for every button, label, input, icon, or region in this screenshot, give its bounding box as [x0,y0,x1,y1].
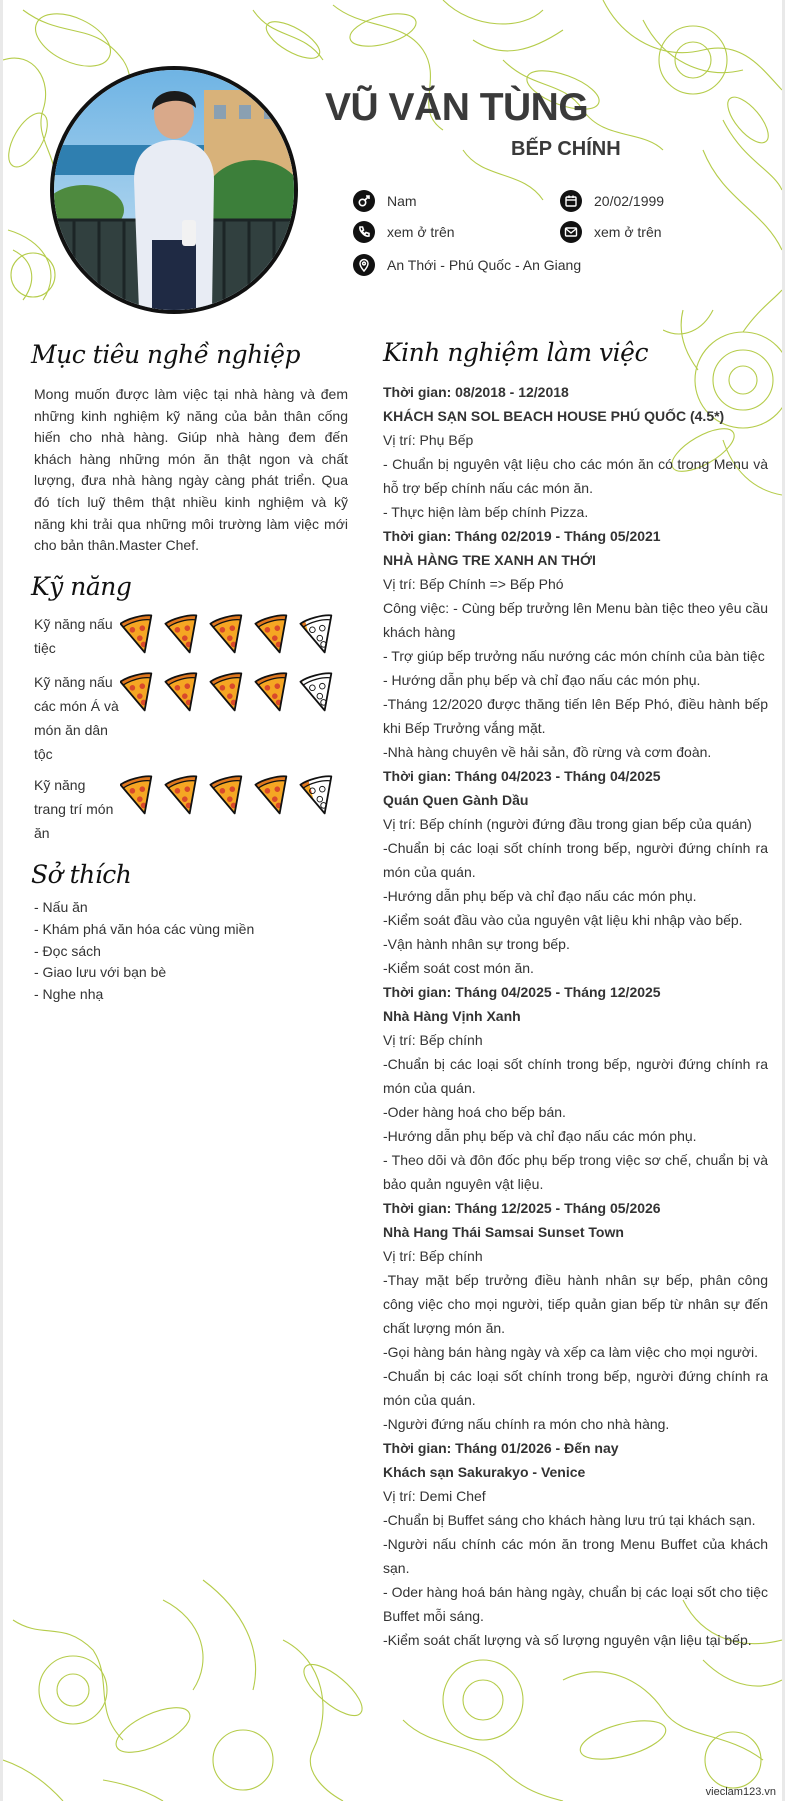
skill-row [34,670,339,765]
experience-period: Thời gian: Tháng 04/2025 - Tháng 12/2025 [383,984,661,1000]
skill-label: Kỹ năng nấu các món Á và món ăn dân tộc [34,674,119,762]
pizza-icon [120,613,160,656]
experience-period: Thời gian: Tháng 02/2019 - Tháng 05/2021 [383,528,661,544]
experience-line: -Thay mặt bếp trưởng điều hành nhân sự bếp, phân công công việc cho mọi người, tiếp quản gian bếp từ nhân sự đến chất lượng món ăn. [383,1272,768,1336]
experience-line: - Hướng dẫn phụ bếp và chỉ đạo nấu các món phụ. [383,672,701,688]
experience-line: -Người nấu chính các món ăn trong Menu Buffet của khách sạn. [383,1536,768,1576]
pizza-icon [255,671,295,714]
experience-line: -Chuẩn bị các loại sốt chính trong bếp, người đứng chính ra món của quán. [383,1368,768,1408]
experience-line: -Hướng dẫn phụ bếp và chỉ đạo nấu các món phụ. [383,1128,697,1144]
birthday-value: 20/02/1999 [594,193,665,209]
location-icon [353,254,375,276]
objective-heading: Mục tiêu nghề nghiệp [31,340,301,369]
experience-company: Khách sạn Sakurakyo - Venice [383,1464,586,1480]
hobbies-heading: Sở thích [31,860,132,889]
experience-line: Vị trí: Bếp chính [383,1248,483,1264]
hobby-item: - Đọc sách [34,942,101,959]
pizza-icon [165,671,205,714]
calendar-icon [560,190,582,212]
experience-company: Nhà Hàng Vịnh Xanh [383,1008,521,1024]
experience-line: -Kiểm soát cost món ăn. [383,960,534,976]
pizza-icon [300,774,340,817]
address-value: An Thới - Phú Quốc - An Giang [387,257,582,273]
experience-line: Vị trí: Bếp chính (người đứng đầu trong gian bếp của quán) [383,816,752,832]
experience-period: Thời gian: Tháng 12/2025 - Tháng 05/2026 [383,1200,661,1216]
pizza-icon [255,774,295,817]
email-value: xem ở trên [594,224,662,240]
experience-line: Vị trí: Demi Chef [383,1488,486,1504]
info-birthday [560,189,664,213]
watermark: vieclam123.vn [705,1786,776,1798]
experience-line: -Người đứng nấu chính ra món cho nhà hàng. [383,1416,670,1432]
experience-heading: Kinh nghiệm làm việc [383,338,648,367]
candidate-name: VŨ VĂN TÙNG [325,86,589,129]
hobby-item: - Nghe nhạ [34,986,104,1003]
experience-line: -Vận hành nhân sự trong bếp. [383,936,570,952]
experience-line: -Chuẩn bị các loại sốt chính trong bếp, người đứng chính ra món của quán. [383,840,768,880]
pizza-icon [300,613,340,656]
hobby-item: - Giao lưu với bạn bè [34,964,167,981]
experience-line: Công việc: - Cùng bếp trưởng lên Menu bàn tiệc theo yêu cầu khách hàng [383,600,768,640]
experience-period: Thời gian: Tháng 04/2023 - Tháng 04/2025 [383,768,661,784]
pizza-icon [300,671,340,714]
experience-line: - Trợ giúp bếp trưởng nấu nướng các món chính của bàn tiệc [383,648,765,664]
experience-line: - Theo dõi và đôn đốc phụ bếp trong việc sơ chế, chuẩn bị và bảo quản nguyên vật liệu. [383,1152,768,1192]
experience-line: Vị trí: Bếp chính [383,1032,483,1048]
info-gender [353,189,417,213]
hobby-list [34,897,254,1006]
skills-heading: Kỹ năng [31,572,132,601]
email-icon [560,221,582,243]
pizza-icon [120,774,160,817]
info-address [353,253,581,277]
pizza-icon [255,613,295,656]
experience-line: - Thực hiện làm bếp chính Pizza. [383,504,589,520]
avatar [50,66,298,314]
skill-row [34,612,339,662]
experience-line: Vị trí: Bếp Chính => Bếp Phó [383,576,564,592]
experience-line: - Chuẩn bị nguyên vật liệu cho các món ăn có trong Menu và hỗ trợ bếp chính nấu các món ăn. [383,456,768,496]
experience-line: -Gọi hàng bán hàng ngày và xếp ca làm việc cho mọi người. [383,1344,758,1360]
pizza-icon [165,774,205,817]
gender-value: Nam [387,193,417,209]
gender-icon [353,190,375,212]
hobby-item: - Khám phá văn hóa các vùng miền [34,920,255,937]
info-phone [353,220,455,244]
experience-line: -Oder hàng hoá cho bếp bán. [383,1104,566,1120]
job-title: BẾP CHÍNH [511,138,621,160]
phone-icon [353,221,375,243]
experience-line: - Oder hàng hoá bán hàng ngày, chuẩn bị các loại sốt cho tiệc Buffet mỗi sáng. [383,1584,768,1624]
pizza-icon [210,613,250,656]
cv-page [3,0,782,1801]
experience-period: Thời gian: 08/2018 - 12/2018 [383,384,569,400]
skill-label: Kỹ năng nấu tiệc [34,616,113,656]
pizza-icon [120,671,160,714]
skill-row [34,773,339,845]
skill-label: Kỹ năng trang trí món ăn [34,777,114,841]
skill-rating [120,613,340,657]
experience-period: Thời gian: Tháng 01/2026 - Đến nay [383,1440,619,1456]
hobby-item: - Nấu ăn [34,899,88,915]
experience-company: NHÀ HÀNG TRE XANH AN THỚI [383,552,596,568]
pizza-icon [165,613,205,656]
avatar-photo-icon [54,70,294,310]
skill-rating [120,671,340,715]
experience-company: KHÁCH SẠN SOL BEACH HOUSE PHÚ QUỐC (4.5*) [383,408,725,424]
experience-line: -Chuẩn bị Buffet sáng cho khách hàng lưu trú tại khách sạn. [383,1512,756,1528]
experience-list [383,380,768,1652]
pizza-icon [210,671,250,714]
experience-line: -Chuẩn bị các loại sốt chính trong bếp, người đứng chính ra món của quán. [383,1056,768,1096]
experience-line: -Kiểm soát chất lượng và số lượng nguyên vận liệu tại bếp. [383,1632,752,1648]
experience-line: -Kiểm soát đầu vào của nguyên vật liệu khi nhập vào bếp. [383,912,743,928]
experience-company: Quán Quen Gành Dầu [383,792,529,808]
pizza-icon [210,774,250,817]
phone-value: xem ở trên [387,224,455,240]
objective-text: Mong muốn được làm việc tại nhà hàng và đem những kinh nghiệm kỹ năng của bản thân cống hiến cho nhà hàng. Giúp nhà hàng đem đến khách hàng những món ăn thật ngon và chất lượng, đưa nhà hàng ngày càng phát triển. Qua đó tích luỹ thêm thật nhiều kinh nghiệm và kỹ năng khi trải qua những môi trường làm việc mới cho bản thân.Master Chef. [34,386,348,554]
experience-line: -Nhà hàng chuyên về hải sản, đồ rừng và cơm đoàn. [383,744,712,760]
experience-line: -Hướng dẫn phụ bếp và chỉ đạo nấu các món phụ. [383,888,697,904]
info-email [560,220,662,244]
skill-rating [120,774,340,818]
experience-company: Nhà Hang Thái Samsai Sunset Town [383,1224,624,1240]
experience-line: Vị trí: Phụ Bếp [383,432,474,448]
experience-line: -Tháng 12/2020 được thăng tiến lên Bếp Phó, điều hành bếp khi Bếp Trưởng vắng mặt. [383,696,768,736]
